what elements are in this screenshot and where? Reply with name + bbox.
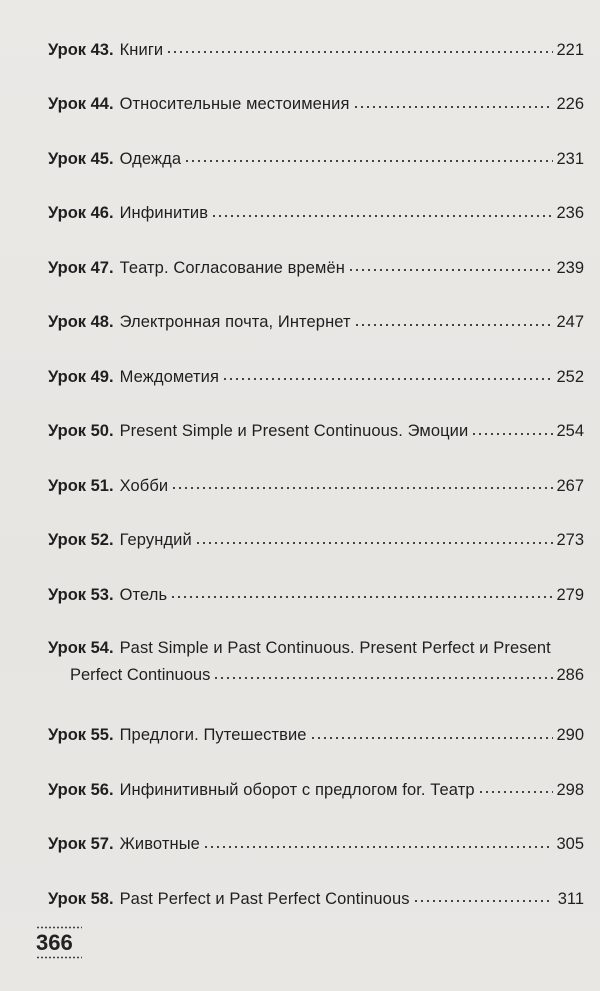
leader-dots	[184, 147, 553, 164]
lesson-title: Междометия	[119, 367, 220, 386]
footer-dots-bottom	[36, 956, 82, 959]
page-number: 286	[556, 666, 584, 684]
lesson-label: Урок 50.	[48, 422, 114, 440]
leader-dots	[348, 256, 553, 273]
toc-entry-line	[48, 664, 584, 690]
page-number: 273	[556, 531, 584, 549]
page-number: 247	[556, 313, 584, 331]
leader-dots	[310, 724, 553, 741]
leader-dots	[213, 664, 553, 681]
toc-entry	[48, 887, 584, 942]
lesson-title: Одежда	[119, 149, 182, 168]
toc-entry	[48, 833, 584, 888]
lesson-label: Урок 53.	[48, 585, 114, 604]
lesson-title: Инфинитивный оборот с предлогом for. Театр	[119, 780, 475, 799]
lesson-title: Электронная почта, Интернет	[119, 313, 351, 331]
lesson-label: Урок 46.	[48, 204, 114, 222]
toc-entry	[48, 778, 584, 833]
lesson-title: Герундий	[119, 531, 192, 549]
leader-dots	[166, 38, 553, 55]
page-number: 305	[556, 835, 584, 853]
page-number: 236	[556, 204, 584, 222]
leader-dots	[203, 833, 553, 850]
lesson-label: Урок 52.	[48, 531, 114, 549]
lesson-title: Отель	[119, 585, 168, 604]
toc-entry	[48, 420, 584, 475]
page-number: 252	[556, 367, 584, 386]
lesson-label: Урок 51.	[48, 476, 114, 495]
lesson-title: Предлоги. Путешествие	[119, 726, 307, 744]
lesson-title: Past Perfect и Past Perfect Continuous	[119, 889, 410, 908]
lesson-title: Past Simple и Past Continuous. Present Perfect и Present	[119, 638, 551, 657]
leader-dots	[354, 311, 553, 328]
leader-dots	[171, 474, 553, 491]
toc-entry	[48, 311, 584, 366]
lesson-title: Театр. Согласование времён	[119, 258, 345, 277]
page-number: 254	[556, 422, 584, 440]
toc-entry	[48, 38, 584, 93]
leader-dots	[413, 887, 553, 904]
page-number: 239	[556, 258, 584, 277]
page-number: 279	[556, 585, 584, 604]
toc-entry	[48, 583, 584, 638]
leader-dots	[471, 420, 553, 437]
lesson-label: Урок 54.	[48, 638, 114, 657]
leader-dots	[170, 583, 553, 600]
leader-dots	[222, 365, 553, 382]
lesson-label: Урок 57.	[48, 835, 114, 853]
leader-dots	[195, 529, 553, 546]
page-number: 267	[556, 476, 584, 495]
leader-dots	[478, 778, 553, 795]
toc-entry	[48, 256, 584, 311]
lesson-title-continued: Perfect Continuous	[70, 666, 211, 684]
toc-entry	[48, 147, 584, 202]
lesson-label: Урок 58.	[48, 889, 114, 908]
toc-entry	[48, 202, 584, 257]
lesson-label: Урок 48.	[48, 313, 114, 331]
page-number: 311	[557, 889, 584, 908]
lesson-label: Урок 56.	[48, 780, 114, 799]
lesson-title: Относительные местоимения	[119, 95, 350, 113]
folio-page-number: 366	[36, 930, 73, 955]
lesson-label: Урок 55.	[48, 726, 114, 744]
lesson-label: Урок 49.	[48, 367, 114, 386]
lesson-title: Хобби	[119, 476, 169, 495]
lesson-title: Инфинитив	[119, 204, 209, 222]
lesson-label: Урок 47.	[48, 258, 114, 277]
lesson-label: Урок 44.	[48, 95, 114, 113]
page-number: 298	[556, 780, 584, 799]
lesson-label: Урок 43.	[48, 40, 114, 59]
toc-entry	[48, 474, 584, 529]
toc-entry	[48, 638, 584, 724]
page-number: 231	[556, 149, 584, 168]
page-number: 221	[556, 40, 584, 59]
toc-entry	[48, 93, 584, 148]
lesson-title: Книги	[119, 40, 164, 59]
footer-dots-top	[36, 926, 82, 929]
toc-entry	[48, 724, 584, 779]
table-of-contents	[48, 38, 584, 942]
lesson-title: Животные	[119, 835, 200, 853]
toc-entry-line	[48, 638, 584, 664]
page-number: 226	[556, 95, 584, 113]
toc-entry	[48, 529, 584, 584]
page-number: 290	[556, 726, 584, 744]
leader-dots	[211, 202, 553, 219]
lesson-title: Present Simple и Present Continuous. Эмоции	[119, 422, 469, 440]
lesson-label: Урок 45.	[48, 149, 114, 168]
leader-dots	[353, 93, 553, 110]
toc-entry	[48, 365, 584, 420]
